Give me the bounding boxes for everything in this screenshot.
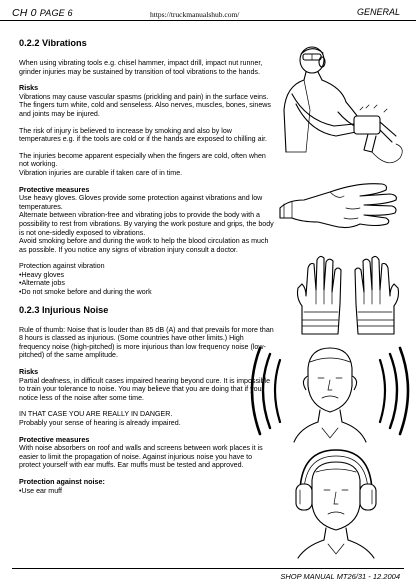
chapter-label: CH 0 xyxy=(12,7,37,19)
header-url-link[interactable]: https://truckmanualshub.com/ xyxy=(150,10,240,19)
page-label: PAGE 6 xyxy=(39,8,73,18)
noise-protection-list xyxy=(19,487,274,496)
page-header xyxy=(0,0,416,22)
vibration-measures-p1c: Avoid smoking before and during the work to help the blood circulation as much as possible. If you notice any signs of vibration injury consult a doctor. xyxy=(19,237,269,254)
chapter-page-label xyxy=(12,7,73,19)
header-divider xyxy=(0,20,416,21)
list-item: • Heavy gloves xyxy=(19,271,274,280)
vibration-risks-p3 xyxy=(19,152,274,178)
list-item: • Use ear muff xyxy=(19,487,274,496)
list-item: • Alternate jobs xyxy=(19,279,274,288)
noise-measures-p1: With noise absorbers on roof and walls and screens between work places it is easier to limit the propagation of noise. Against injurious noise you have to protect yourself with ear muffs. Ear muffs must be tested and approved. xyxy=(19,444,263,470)
noise-risks-p1: Partial deafness, in difficult cases impaired hearing beyond cure. It is impossible to train your tolerance to noise. You may believe that you are doing that if you notice less of the noise after some time. xyxy=(19,376,271,402)
list-item: • Do not smoke before and during the work xyxy=(19,288,274,297)
vibration-measures-p1a: Use heavy gloves. Gloves provide some protection against vibrations and low temperatures. xyxy=(19,194,263,211)
vibration-risks-p3b: Vibration injuries are curable if taken care of in time. xyxy=(19,168,183,177)
noise-intro: Rule of thumb: Noise that is louder than 85 dB (A) and that prevails for more than 8 hours is classed as injurious. (Some countries have other limits.) High frequency noise (high-pitched) is more injurious than low frequency noise (low-pitched) of the same amplitude. xyxy=(19,325,274,360)
noise-protection-heading: Protection against noise: xyxy=(19,476,105,486)
vibration-risks-p1: Vibrations may cause vascular spasms (prickling and pain) in the surface veins. The fingers turn white, cold and senseless. Also nerves, muscles, bones, sinews and joints may be injured. xyxy=(19,92,271,118)
section-label: GENERAL xyxy=(356,7,400,17)
vibration-risks-heading: Risks xyxy=(19,83,39,93)
footer-divider xyxy=(12,568,404,569)
noise-risks-p2 xyxy=(19,410,274,427)
vibration-risks-p3a: The injuries become apparent especially when the fingers are cold, often when not working. xyxy=(19,151,266,169)
vibration-measures-heading: Protective measures xyxy=(19,184,90,194)
vibration-risks-p2: The risk of injury is believed to increase by smoking and also by low temperatures e.g. if the tools are cold or if the hands are exposed to chilling air. xyxy=(19,126,268,144)
ear-muff-protected-head-illustration xyxy=(284,446,388,558)
vibration-measures xyxy=(19,194,274,254)
vibrations-intro: When using vibrating tools e.g. chisel hammer, impact drill, impact nut runner, grinder injuries may be sustained by transition of tool vibrations to the hands. xyxy=(19,59,263,76)
noise-risks-p2b: Probably your sense of hearing is already impaired. xyxy=(19,419,181,427)
noise-heading: 0.2.3 Injurious Noise xyxy=(19,304,109,315)
document-body xyxy=(19,32,274,503)
hand-illustration xyxy=(278,178,406,240)
noise-risks-heading: Risks xyxy=(19,367,39,377)
noise-measures-heading: Protective measures xyxy=(19,434,90,444)
heavy-gloves-illustration xyxy=(292,254,404,336)
vibration-measures-p1b: Alternate between vibration-free and vibrating jobs to provide the body with a possibility to rest from vibrations. By varying the work posture and grips, the body is not one-sidedly exposed to vibrations. xyxy=(19,211,274,237)
vibrations-heading: 0.2.2 Vibrations xyxy=(19,38,87,48)
vibration-protection-intro: Protection against vibration xyxy=(19,262,105,271)
noise-risks-p2a: IN THAT CASE YOU ARE REALLY IN DANGER. xyxy=(19,410,173,419)
footer-label: SHOP MANUAL MT26/31 - 12.2004 xyxy=(280,572,400,581)
vibration-protection-list xyxy=(19,271,274,297)
worker-with-vibrating-tool-illustration xyxy=(276,40,406,175)
noise-exposed-head-illustration xyxy=(250,342,410,442)
